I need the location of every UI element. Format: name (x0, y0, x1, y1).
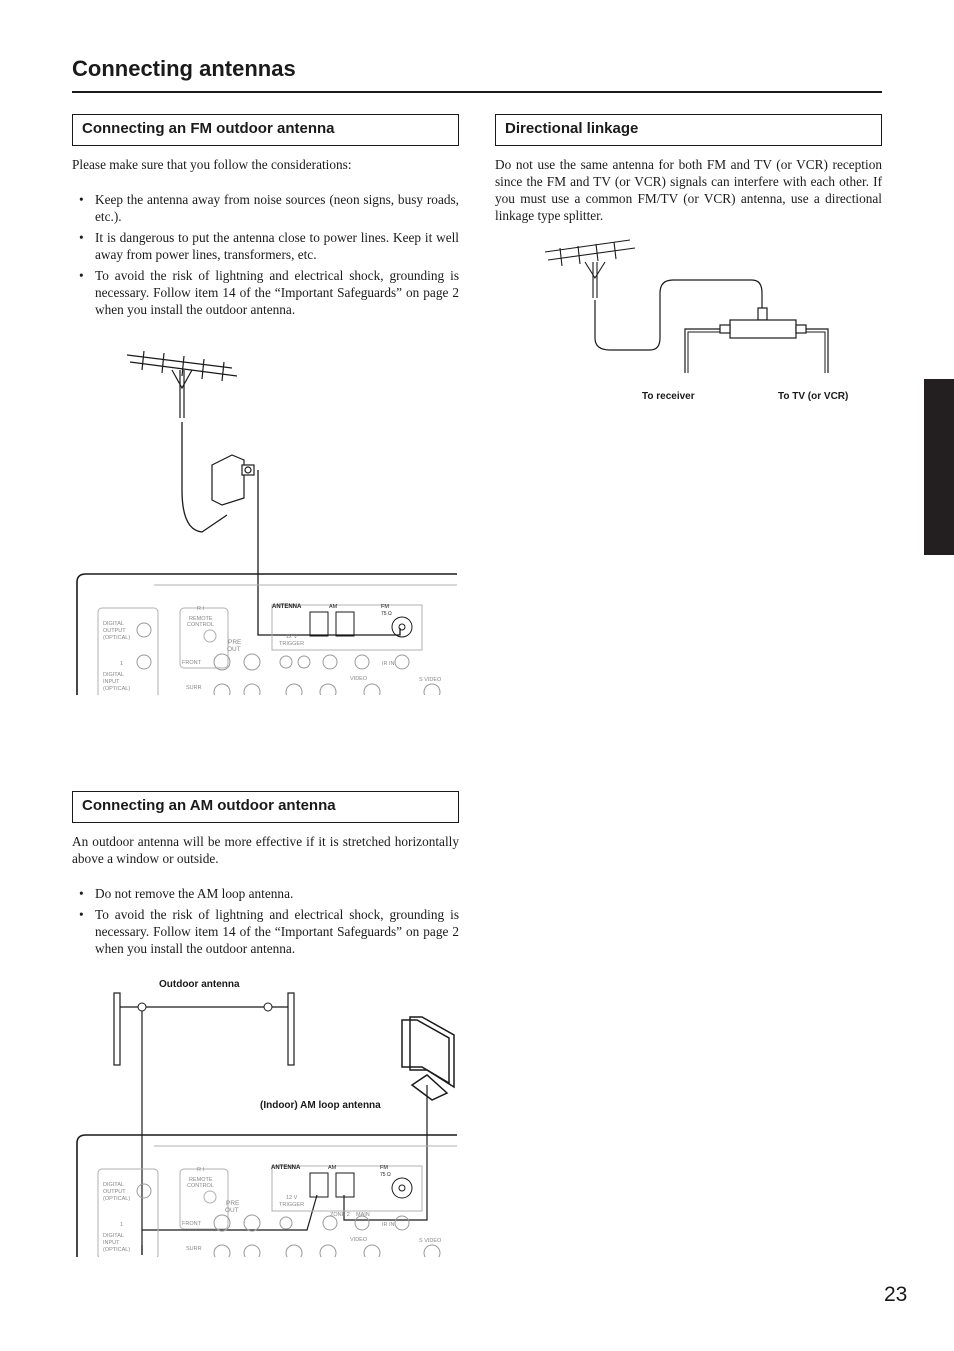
fm-bullet: • Keep the antenna away from noise sources (neon signs, busy roads, etc.). (72, 191, 459, 225)
panel-remote: REMOTE (189, 616, 213, 622)
panel-digital-input-2: INPUT (103, 679, 120, 685)
panel-s-video: S VIDEO (419, 1238, 442, 1244)
am-body: An outdoor antenna will be more effective if it is stretched horizontally above a window or outside. (72, 834, 459, 866)
page-number: 23 (884, 1283, 908, 1306)
panel-optical: (OPTICAL) (103, 635, 131, 641)
to-tv-cable-inner (806, 332, 825, 373)
am-bullet: • To avoid the risk of lightning and electrical shock, grounding is necessary. Follow item 14 of the “Important Safeguards” on page 2 when you install the outdoor antenna. (72, 906, 459, 957)
panel-am-label: AM (329, 604, 338, 610)
to-receiver-cable (685, 329, 720, 373)
panel-antenna-label: ANTENNA (271, 1165, 301, 1171)
panel-12v: 12 V (286, 634, 298, 640)
fm-tv-antenna-icon (545, 240, 635, 298)
insulator-right (264, 1003, 272, 1011)
title-rule (72, 91, 882, 93)
panel-ir-in: IR IN (382, 1222, 395, 1228)
panel-digital-output-2: OUTPUT (103, 628, 126, 634)
am-bullet: • Do not remove the AM loop antenna. (72, 885, 459, 902)
am-loop-antenna-icon (402, 1017, 454, 1100)
outdoor-antenna-label: Outdoor antenna (159, 979, 240, 990)
panel-optical: (OPTICAL) (103, 1196, 131, 1202)
panel-digital-input: DIGITAL (103, 1233, 124, 1239)
page-title: Connecting antennas (72, 56, 296, 81)
panel-ri: R I (197, 1167, 205, 1173)
panel-digital-output-2: OUTPUT (103, 1189, 126, 1195)
panel-ri: R I (197, 606, 205, 612)
panel-fm-label: FM (380, 1165, 388, 1171)
fm-antenna-icon (127, 351, 237, 418)
panel-fm-ohm: 75 Ω (381, 611, 392, 617)
to-tv-label: To TV (or VCR) (778, 391, 849, 402)
panel-control: CONTROL (187, 622, 214, 628)
panel-ir-in: IR IN (382, 661, 395, 667)
panel-front: FRONT (182, 1221, 201, 1227)
am-section-heading: Connecting an AM outdoor antenna (72, 791, 459, 823)
am-loop-antenna-label: (Indoor) AM loop antenna (260, 1100, 381, 1111)
panel-video: VIDEO (350, 1237, 368, 1243)
panel-digital-input-2: INPUT (103, 1240, 120, 1246)
panel-trigger: TRIGGER (279, 1202, 305, 1208)
fm-intro: Please make sure that you follow the considerations: (72, 157, 352, 172)
fm-connection-diagram (72, 340, 462, 695)
panel-am-label: AM (328, 1165, 337, 1171)
fm-bullet-list (72, 191, 459, 322)
panel-optical: (OPTICAL) (103, 686, 131, 692)
panel-video: VIDEO (350, 676, 368, 682)
fm-section-heading: Connecting an FM outdoor antenna (72, 114, 459, 146)
panel-control: CONTROL (187, 1183, 214, 1189)
panel-pre: PRE (226, 1200, 240, 1207)
panel-antenna-label: ANTENNA (272, 604, 302, 610)
panel-fm-label: FM (381, 604, 389, 610)
panel-front: FRONT (182, 660, 201, 666)
am-bullet-list (72, 885, 459, 961)
panel-pre: PRE (228, 639, 242, 646)
panel-digital-input: DIGITAL (103, 672, 124, 678)
directional-section-heading: Directional linkage (495, 114, 882, 146)
receiver-rear-panel (77, 1135, 457, 1257)
directional-body: Do not use the same antenna for both FM and TV (or VCR) reception since the FM and TV (or VCR) signals can interfere with each other. If you must use a common FM/TV (or VCR) antenna, use a directional linkage type splitter. (495, 157, 882, 223)
panel-out: OUT (225, 1207, 239, 1214)
panel-12v: 12 V (286, 1195, 298, 1201)
fm-panel-labels (103, 604, 442, 692)
insulator-left (138, 1003, 146, 1011)
splitter-input-cable (595, 280, 762, 350)
panel-trigger: TRIGGER (279, 641, 305, 647)
panel-surr: SURR (186, 1246, 202, 1252)
panel-input-num: 1 (120, 661, 124, 667)
directional-linkage-diagram (540, 238, 885, 408)
panel-zone2: ZONE 2 (330, 1212, 350, 1218)
panel-out: OUT (227, 646, 241, 653)
am-panel-labels (103, 1165, 442, 1253)
am-connection-diagram (72, 975, 462, 1257)
to-receiver-cable-inner (688, 332, 720, 373)
fm-adapter-icon (212, 455, 254, 505)
panel-fm-ohm: 75 Ω (380, 1172, 391, 1178)
fm-bullet: • It is dangerous to put the antenna close to power lines. Keep it well away from power lines, transformers, etc. (72, 229, 459, 263)
chapter-side-tab (924, 379, 954, 555)
panel-digital-output: DIGITAL (103, 1182, 124, 1188)
splitter-icon (720, 308, 806, 338)
panel-digital-output: DIGITAL (103, 621, 124, 627)
to-receiver-label: To receiver (642, 391, 695, 402)
panel-s-video: S VIDEO (419, 677, 442, 683)
panel-remote: REMOTE (189, 1177, 213, 1183)
panel-main: MAIN (356, 1212, 370, 1218)
fm-receiver-cable (258, 470, 400, 635)
panel-optical: (OPTICAL) (103, 1247, 131, 1253)
fm-bullet: • To avoid the risk of lightning and electrical shock, grounding is necessary. Follow item 14 of the “Important Safeguards” on page 2 when you install the outdoor antenna. (72, 267, 459, 318)
panel-input-num: 1 (120, 1222, 124, 1228)
panel-surr: SURR (186, 685, 202, 691)
